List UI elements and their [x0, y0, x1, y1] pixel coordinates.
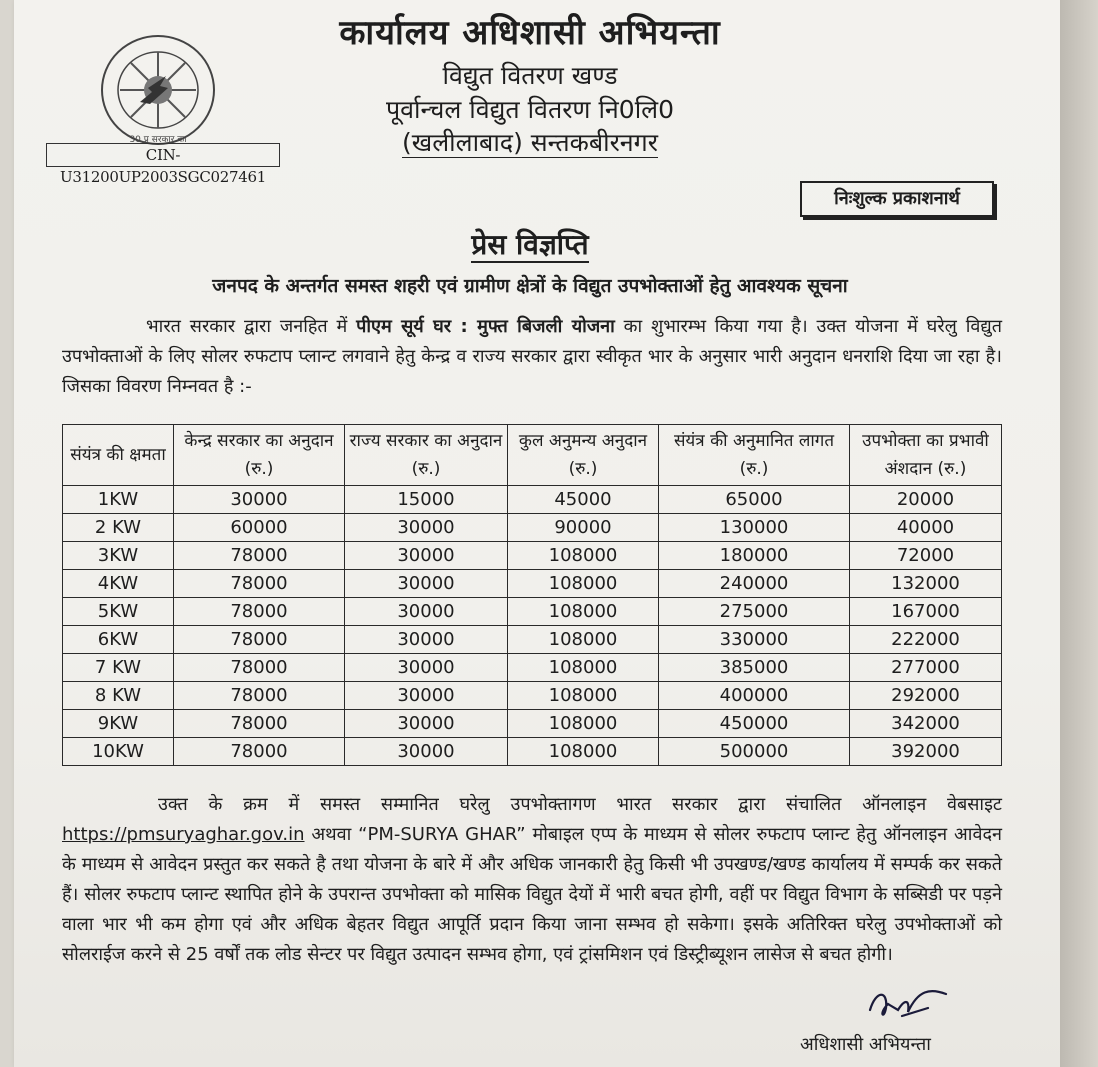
table-cell: 30000: [345, 626, 508, 654]
table-cell: 167000: [850, 598, 1002, 626]
company-name: पूर्वान्चल विद्युत वितरण नि0लि0: [385, 95, 675, 124]
table-row: [63, 710, 1002, 738]
division-name: विद्युत वितरण खण्ड: [442, 61, 618, 90]
table-row: [63, 654, 1002, 682]
table-cell: 392000: [850, 738, 1002, 766]
table-cell: 30000: [345, 598, 508, 626]
table-cell: 108000: [508, 626, 659, 654]
table-cell: 108000: [508, 682, 659, 710]
table-cell: 30000: [345, 710, 508, 738]
table-cell: 4KW: [63, 570, 174, 598]
header-state-subsidy: राज्य सरकार का अनुदान (रु.): [345, 425, 508, 486]
table-cell: 222000: [850, 626, 1002, 654]
header-total-subsidy: कुल अनुमन्य अनुदान (रु.): [508, 425, 659, 486]
header-consumer-share: उपभोक्ता का प्रभावी अंशदान (रु.): [850, 425, 1002, 486]
table-cell: 108000: [508, 710, 659, 738]
signatory-title: अधिशासी अभियन्ता: [800, 1034, 931, 1055]
table-cell: 78000: [174, 710, 345, 738]
table-row: [63, 486, 1002, 514]
table-cell: 20000: [850, 486, 1002, 514]
table-cell: 78000: [174, 626, 345, 654]
table-cell: 78000: [174, 738, 345, 766]
table-header-row: [63, 425, 1002, 486]
subsidy-table: [62, 424, 1002, 766]
location-name: (खलीलाबाद) सन्तकबीरनगर: [402, 128, 658, 157]
table-cell: 30000: [174, 486, 345, 514]
table-cell: 78000: [174, 598, 345, 626]
table-row: [63, 570, 1002, 598]
subheading: जनपद के अन्तर्गत समस्त शहरी एवं ग्रामीण क्षेत्रों के विद्युत उपभोक्ताओं हेतु आवश्यक सूचना: [212, 275, 848, 297]
table-cell: 78000: [174, 542, 345, 570]
table-cell: 10KW: [63, 738, 174, 766]
table-cell: 108000: [508, 738, 659, 766]
table-cell: 108000: [508, 598, 659, 626]
table-row: [63, 598, 1002, 626]
table-cell: 1KW: [63, 486, 174, 514]
table-cell: 40000: [850, 514, 1002, 542]
table-cell: 342000: [850, 710, 1002, 738]
table-row: [63, 626, 1002, 654]
table-row: [63, 682, 1002, 710]
table-cell: 400000: [659, 682, 850, 710]
header-estimated-cost: संयंत्र की अनुमानित लागत (रु.): [659, 425, 850, 486]
table-cell: 7 KW: [63, 654, 174, 682]
table-cell: 30000: [345, 682, 508, 710]
table-cell: 330000: [659, 626, 850, 654]
table-cell: 30000: [345, 514, 508, 542]
website-link[interactable]: https://pmsuryaghar.gov.in: [62, 824, 305, 845]
table-row: [63, 738, 1002, 766]
intro-paragraph: भारत सरकार द्वारा जनहित में पीएम सूर्य घर : मुफ्त बिजली योजना का शुभारम्भ किया गया है। उक्त योजना में घरेलु विद्युत उपभोक्ताओं के लिए सोलर रुफटाप प्लान्ट लगवाने हेतु केन्द्र व राज्य सरकार द्वारा स्वीकृत भार के अनुसार भारी अनुदान धनराशि दिया जा रहा है। जिसका विवरण निम्नवत है :-: [62, 316, 1002, 397]
press-release-title: प्रेस विज्ञप्ति: [471, 228, 589, 261]
table-cell: 78000: [174, 570, 345, 598]
svg-text:30 प्र सरकार का: 30 प्र सरकार का: [129, 135, 187, 145]
table-cell: 30000: [345, 738, 508, 766]
table-cell: 240000: [659, 570, 850, 598]
table-cell: 292000: [850, 682, 1002, 710]
table-cell: 108000: [508, 654, 659, 682]
table-cell: 3KW: [63, 542, 174, 570]
table-cell: 500000: [659, 738, 850, 766]
table-row: [63, 514, 1002, 542]
table-cell: 6KW: [63, 626, 174, 654]
table-cell: 78000: [174, 682, 345, 710]
table-cell: 130000: [659, 514, 850, 542]
table-row: [63, 542, 1002, 570]
page-edge: [1060, 0, 1098, 1067]
table-cell: 108000: [508, 570, 659, 598]
table-cell: 2 KW: [63, 514, 174, 542]
table-cell: 60000: [174, 514, 345, 542]
header-central-subsidy: केन्द्र सरकार का अनुदान (रु.): [174, 425, 345, 486]
cin-number: CIN-U31200UP2003SGC027461: [46, 143, 280, 167]
table-cell: 8 KW: [63, 682, 174, 710]
office-title: कार्यालय अधिशासी अभियन्ता: [339, 13, 721, 53]
table-cell: 30000: [345, 542, 508, 570]
table-cell: 30000: [345, 654, 508, 682]
table-cell: 132000: [850, 570, 1002, 598]
table-cell: 72000: [850, 542, 1002, 570]
table-cell: 108000: [508, 542, 659, 570]
table-cell: 180000: [659, 542, 850, 570]
free-publication-badge: निःशुल्क प्रकाशनार्थ: [800, 181, 994, 217]
signature: [858, 980, 958, 1035]
table-cell: 385000: [659, 654, 850, 682]
table-cell: 45000: [508, 486, 659, 514]
details-paragraph: उक्त के क्रम में समस्त सम्मानित घरेलु उपभोक्तागण भारत सरकार द्वारा संचालित ऑनलाइन वेबसाइट https://pmsuryaghar.gov.in अथवा “PM-SURYA GHAR” मोबाइल एप्प के माध्यम से सोलर रुफटाप प्लान्ट हेतु ऑनलाइन आवेदन के माध्यम से आवेदन प्रस्तुत कर सकते है तथा योजना के बारे में और अधिक जानकारी हेतु किसी भी उपखण्ड/खण्ड कार्यालय में सम्पर्क कर सकते हैं। सोलर रुफटाप प्लान्ट स्थापित होने के उपरान्त उपभोक्ता को मासिक विद्युत देयों में भारी बचत होगी, वहीं पर विद्युत विभाग के सब्सिडी पर पड़ने वाला भार भी कम होगा एवं और अधिक बेहतर विद्युत आपूर्ति प्रदान किया जाना सम्भव हो सकेगा। इसके अतिरिक्त घरेलु उपभोक्ताओं को सोलराईज करने से 25 वर्षों तक लोड सेन्टर पर विद्युत उत्पादन सम्भव होगा, एवं ट्रांसमिशन एवं डिस्ट्रीब्यूशन लासेज से बचत होगी।: [62, 794, 1002, 965]
table-cell: 90000: [508, 514, 659, 542]
header-capacity: संयंत्र की क्षमता: [63, 425, 174, 486]
table-cell: 15000: [345, 486, 508, 514]
table-cell: 65000: [659, 486, 850, 514]
table-cell: 9KW: [63, 710, 174, 738]
table-cell: 277000: [850, 654, 1002, 682]
table-cell: 30000: [345, 570, 508, 598]
table-cell: 78000: [174, 654, 345, 682]
table-cell: 5KW: [63, 598, 174, 626]
table-cell: 450000: [659, 710, 850, 738]
table-cell: 275000: [659, 598, 850, 626]
